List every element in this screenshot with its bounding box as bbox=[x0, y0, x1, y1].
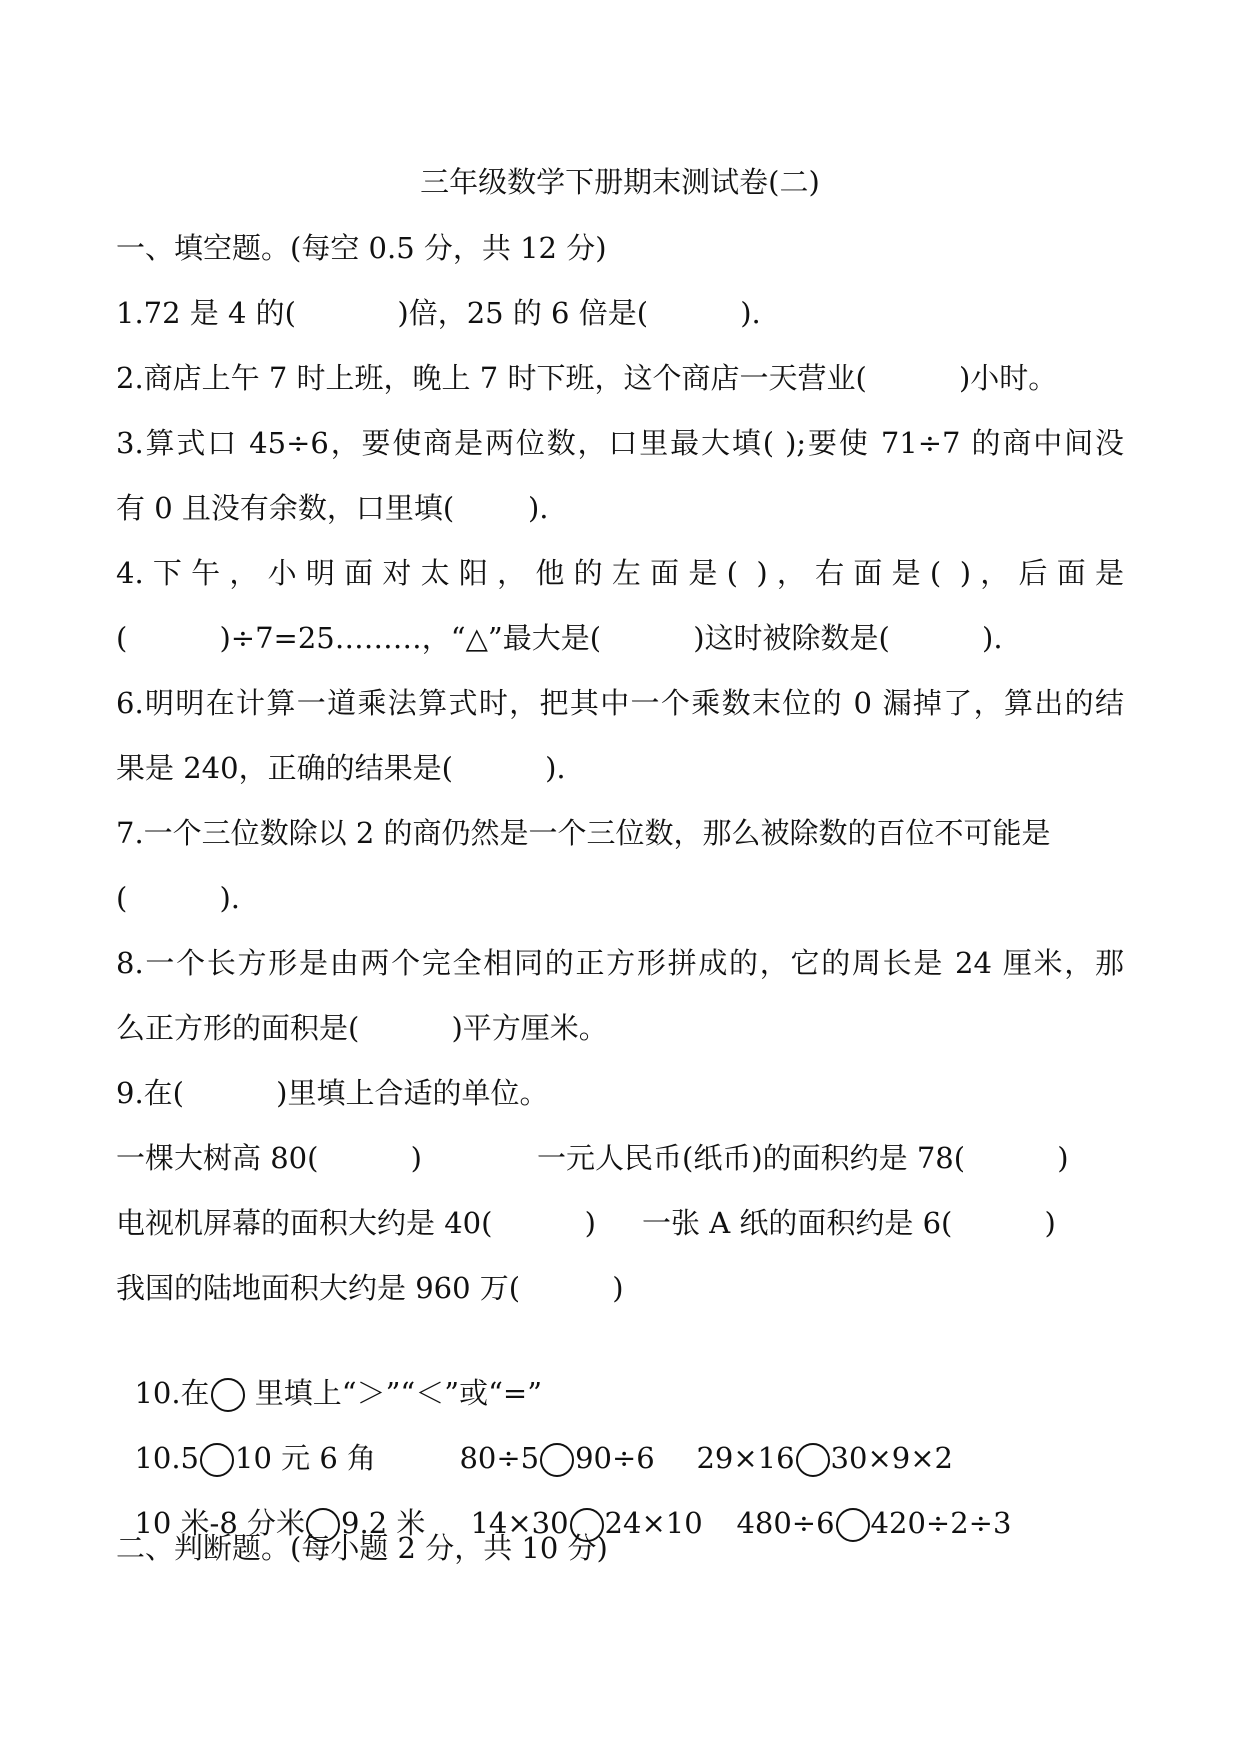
page-title: 三年级数学下册期末测试卷(二) bbox=[420, 165, 820, 199]
compare-right: 24×10 bbox=[604, 1506, 703, 1540]
question-6-line2: 果是 240，正确的结果是( ). bbox=[116, 751, 566, 785]
question-4-line2: ( )÷7=25………，“△”最大是( )这时被除数是( ). bbox=[116, 621, 1003, 655]
q10-suffix: 里填上“＞”“＜”或“=” bbox=[245, 1376, 543, 1410]
q9-item-banknote: 一元人民币(纸币)的面积约是 78( ) bbox=[537, 1141, 1069, 1175]
question-6-line1: 6.明明在计算一道乘法算式时，把其中一个乘数末位的 0 漏掉了，算出的结 bbox=[116, 686, 1124, 720]
compare-left: 80÷5 bbox=[459, 1441, 540, 1475]
q9-item-tree: 一棵大树高 80( ) bbox=[116, 1141, 422, 1175]
q9-item-tv-screen: 电视机屏幕的面积大约是 40( ) bbox=[116, 1206, 596, 1240]
compare-right: 420÷2÷3 bbox=[870, 1506, 1012, 1540]
compare-left: 14×30 bbox=[470, 1506, 569, 1540]
question-4-line1: 4.下午，小明面对太阳，他的左面是( )，右面是( )，后面是 bbox=[116, 556, 1124, 590]
question-9: 9.在( )里填上合适的单位。 bbox=[116, 1076, 549, 1110]
question-1: 1.72 是 4 的( )倍，25 的 6 倍是( ). bbox=[116, 296, 761, 330]
compare-item bbox=[718, 1463, 1011, 1543]
compare-right: 30×9×2 bbox=[830, 1441, 953, 1475]
compare-right: 10 元 6 角 bbox=[235, 1441, 377, 1475]
question-3-line2: 有 0 且没有余数，口里填( ). bbox=[116, 491, 549, 525]
compare-right: 90÷6 bbox=[575, 1441, 655, 1475]
q9-item-a-paper: 一张 A 纸的面积约是 6( ) bbox=[642, 1206, 1056, 1240]
question-8-line1: 8.一个长方形是由两个完全相同的正方形拼成的，它的周长是 24 厘米，那 bbox=[116, 946, 1124, 980]
question-7-line2: ( ). bbox=[116, 881, 241, 915]
q9-item-land-area: 我国的陆地面积大约是 960 万( ) bbox=[116, 1271, 624, 1305]
question-2: 2.商店上午 7 时上班，晚上 7 时下班，这个商店一天营业( )小时。 bbox=[116, 361, 1058, 395]
compare-left: 480÷6 bbox=[736, 1506, 835, 1540]
question-8-line2: 么正方形的面积是( )平方厘米。 bbox=[116, 1011, 608, 1045]
answer-circle[interactable] bbox=[836, 1508, 870, 1542]
question-7-line1: 7.一个三位数除以 2 的商仍然是一个三位数，那么被除数的百位不可能是 bbox=[116, 816, 1051, 850]
compare-left: 10 米-8 分米 bbox=[134, 1506, 306, 1540]
compare-left: 10.5 bbox=[134, 1441, 200, 1475]
q10-prefix: 10.在 bbox=[134, 1376, 210, 1410]
section2-heading: 二、判断题。(每小题 2 分，共 10 分) bbox=[116, 1531, 608, 1565]
section1-heading: 一、填空题。(每空 0.5 分，共 12 分) bbox=[116, 231, 607, 265]
compare-right: 9.2 米 bbox=[341, 1506, 426, 1540]
compare-left: 29×16 bbox=[696, 1441, 795, 1475]
question-3-line1: 3.算式口 45÷6，要使商是两位数，口里最大填( );要使 71÷7 的商中间没 bbox=[116, 426, 1124, 460]
